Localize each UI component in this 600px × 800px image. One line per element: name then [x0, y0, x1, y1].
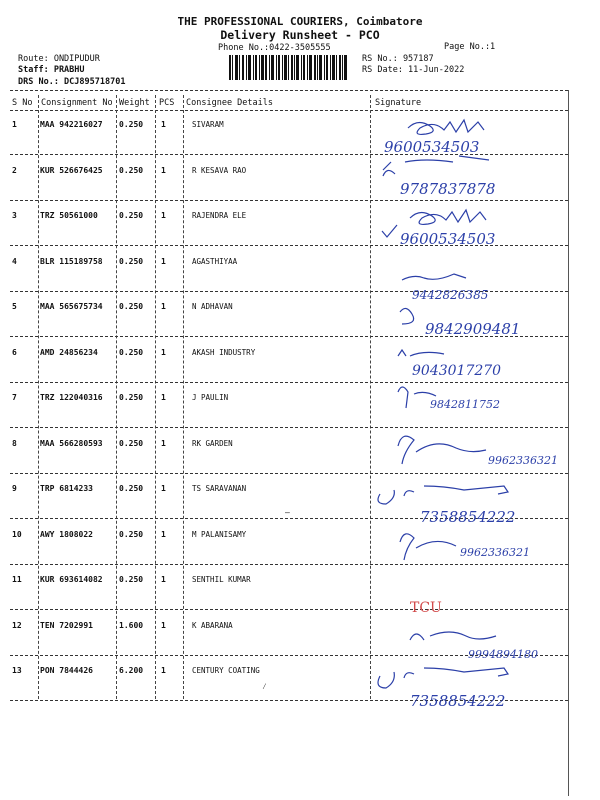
row-weight: 0.250 — [119, 211, 144, 220]
row-weight: 0.250 — [119, 575, 144, 584]
signature-4 — [402, 274, 488, 302]
pen-dash: ⁄ — [262, 682, 267, 691]
row-consignment-no: KUR 526676425 — [40, 165, 103, 175]
svg-text:9994894180: 9994894180 — [468, 648, 538, 661]
row-consignment-no: MAA 942216027 — [40, 120, 103, 129]
barcode-image — [229, 55, 347, 80]
row-consignment-no: BLR 115189758 — [40, 256, 103, 266]
signature-11 — [410, 600, 442, 616]
row-rule — [10, 291, 568, 292]
row-pcs: 1 — [161, 438, 166, 448]
svg-text:9787837878: 9787837878 — [400, 180, 496, 198]
row-consignment-no: AWY 1808022 — [40, 529, 93, 539]
row-sno: 2 — [12, 165, 17, 175]
right-margin-line — [568, 90, 569, 796]
row-pcs: 1 — [161, 393, 166, 402]
page-number: Page No.:1 — [444, 42, 496, 52]
row-consignment-no: PON 7844426 — [40, 666, 93, 675]
row-consignee-details: AKASH INDUSTRY — [192, 347, 256, 357]
signature-3 — [382, 210, 495, 248]
svg-text:9043017270: 9043017270 — [412, 363, 502, 379]
signature-12 — [410, 632, 538, 661]
row-consignment-no: MAA 566280593 — [40, 438, 103, 448]
drs-number: DRS No.: DCJ895718701 — [18, 77, 126, 87]
svg-text:9600534503: 9600534503 — [400, 230, 496, 248]
row-weight: 0.250 — [119, 393, 144, 402]
row-weight: 0.250 — [119, 484, 144, 493]
row-rule — [10, 700, 568, 701]
row-sno: 11 — [12, 575, 22, 584]
row-consignee-details: SIVARAM — [192, 120, 224, 129]
row-rule — [10, 382, 568, 383]
row-weight: 0.250 — [119, 438, 144, 448]
col-header-signature: Signature — [375, 98, 422, 108]
route-label: Route: ONDIPUDUR — [18, 54, 100, 64]
row-consignee-details: TS SARAVANAN — [192, 484, 247, 493]
row-weight: 1.600 — [119, 620, 144, 630]
row-consignment-no: AMD 24856234 — [40, 347, 98, 357]
signature-2 — [383, 156, 495, 198]
signature-9 — [378, 486, 515, 526]
row-weight: 6.200 — [119, 666, 144, 675]
col-header-sno: S No — [12, 98, 33, 108]
row-sno: 5 — [12, 302, 17, 311]
signature-7 — [398, 387, 500, 411]
row-consignee-details: RK GARDEN — [192, 438, 233, 448]
row-weight: 0.250 — [119, 256, 144, 266]
row-sno: 3 — [12, 211, 17, 220]
row-consignment-no: KUR 693614082 — [40, 575, 103, 584]
col-header-consignment: Consignment No — [41, 98, 113, 108]
row-rule — [10, 154, 568, 155]
svg-text:7358854222: 7358854222 — [410, 692, 506, 710]
row-rule — [10, 245, 568, 246]
row-pcs: 1 — [161, 484, 166, 493]
row-pcs: 1 — [161, 666, 166, 675]
row-pcs: 1 — [161, 529, 166, 539]
row-pcs: 1 — [161, 575, 166, 584]
row-rule — [10, 518, 568, 519]
rs-number: RS No.: 957187 — [362, 54, 434, 64]
signature-5 — [400, 308, 520, 338]
row-consignee-details: SENTHIL KUMAR — [192, 575, 251, 584]
phone-number: Phone No.:0422-3505555 — [218, 43, 331, 53]
row-weight: 0.250 — [119, 302, 144, 311]
svg-text:9842909481: 9842909481 — [425, 320, 521, 338]
svg-text:7358854222: 7358854222 — [420, 508, 516, 526]
row-sno: 10 — [12, 529, 22, 539]
row-consignee-details: AGASTHIYAA — [192, 256, 238, 266]
row-sno: 7 — [12, 393, 17, 402]
svg-text:9600534503: 9600534503 — [384, 138, 480, 156]
row-rule — [10, 336, 568, 337]
row-consignment-no: TRZ 50561000 — [40, 211, 98, 220]
signature-13 — [378, 668, 508, 710]
row-sno: 4 — [12, 256, 17, 266]
row-sno: 6 — [12, 347, 17, 357]
row-consignment-no: TRZ 122040316 — [40, 393, 103, 402]
row-consignee-details: R KESAVA RAO — [192, 165, 247, 175]
pen-dash: – — [285, 508, 290, 517]
col-header-details: Consignee Details — [186, 98, 273, 108]
svg-text:9442826385: 9442826385 — [412, 288, 489, 302]
row-pcs: 1 — [161, 256, 166, 266]
signature-8 — [398, 436, 558, 467]
table-top-rule — [10, 90, 568, 91]
row-consignee-details: RAJENDRA ELE — [192, 211, 247, 220]
row-pcs: 1 — [161, 620, 166, 630]
company-title: THE PROFESSIONAL COURIERS, Coimbatore — [177, 15, 423, 28]
row-rule — [10, 473, 568, 474]
row-sno: 13 — [12, 666, 22, 675]
row-sno: 9 — [12, 484, 17, 493]
row-consignee-details: K ABARANA — [192, 620, 233, 630]
row-weight: 0.250 — [119, 165, 144, 175]
staff-label: Staff: PRABHU — [18, 65, 85, 75]
svg-text:9842811752: 9842811752 — [430, 398, 500, 411]
row-consignment-no: MAA 565675734 — [40, 302, 103, 311]
row-consignment-no: TEN 7202991 — [40, 620, 93, 630]
row-pcs: 1 — [161, 302, 166, 311]
col-header-pcs: PCS — [159, 98, 175, 108]
row-weight: 0.250 — [119, 529, 144, 539]
row-rule — [10, 655, 568, 656]
row-rule — [10, 564, 568, 565]
row-consignee-details: J PAULIN — [192, 393, 229, 402]
row-sno: 1 — [12, 120, 17, 129]
row-pcs: 1 — [161, 120, 166, 129]
row-rule — [10, 427, 568, 428]
svg-text:9962336321: 9962336321 — [460, 546, 530, 559]
header-rule — [10, 110, 568, 111]
row-rule — [10, 609, 568, 610]
signature-1 — [384, 120, 484, 156]
svg-text:TCU: TCU — [410, 600, 442, 616]
signature-6 — [398, 350, 501, 379]
rs-date: RS Date: 11-Jun-2022 — [362, 65, 465, 75]
runsheet-title: Delivery Runsheet - PCO — [220, 28, 380, 42]
row-weight: 0.250 — [119, 347, 144, 357]
row-pcs: 1 — [161, 165, 166, 175]
svg-text:9962336321: 9962336321 — [488, 454, 558, 467]
col-header-weight: Weight — [119, 98, 150, 108]
row-weight: 0.250 — [119, 120, 144, 129]
row-rule — [10, 200, 568, 201]
row-pcs: 1 — [161, 211, 166, 220]
row-consignee-details: N ADHAVAN — [192, 302, 233, 311]
row-sno: 8 — [12, 438, 17, 448]
row-consignee-details: CENTURY COATING — [192, 666, 260, 675]
row-consignment-no: TRP 6814233 — [40, 484, 93, 493]
row-consignee-details: M PALANISAMY — [192, 529, 247, 539]
row-pcs: 1 — [161, 347, 166, 357]
signature-10 — [400, 534, 530, 560]
row-sno: 12 — [12, 620, 22, 630]
